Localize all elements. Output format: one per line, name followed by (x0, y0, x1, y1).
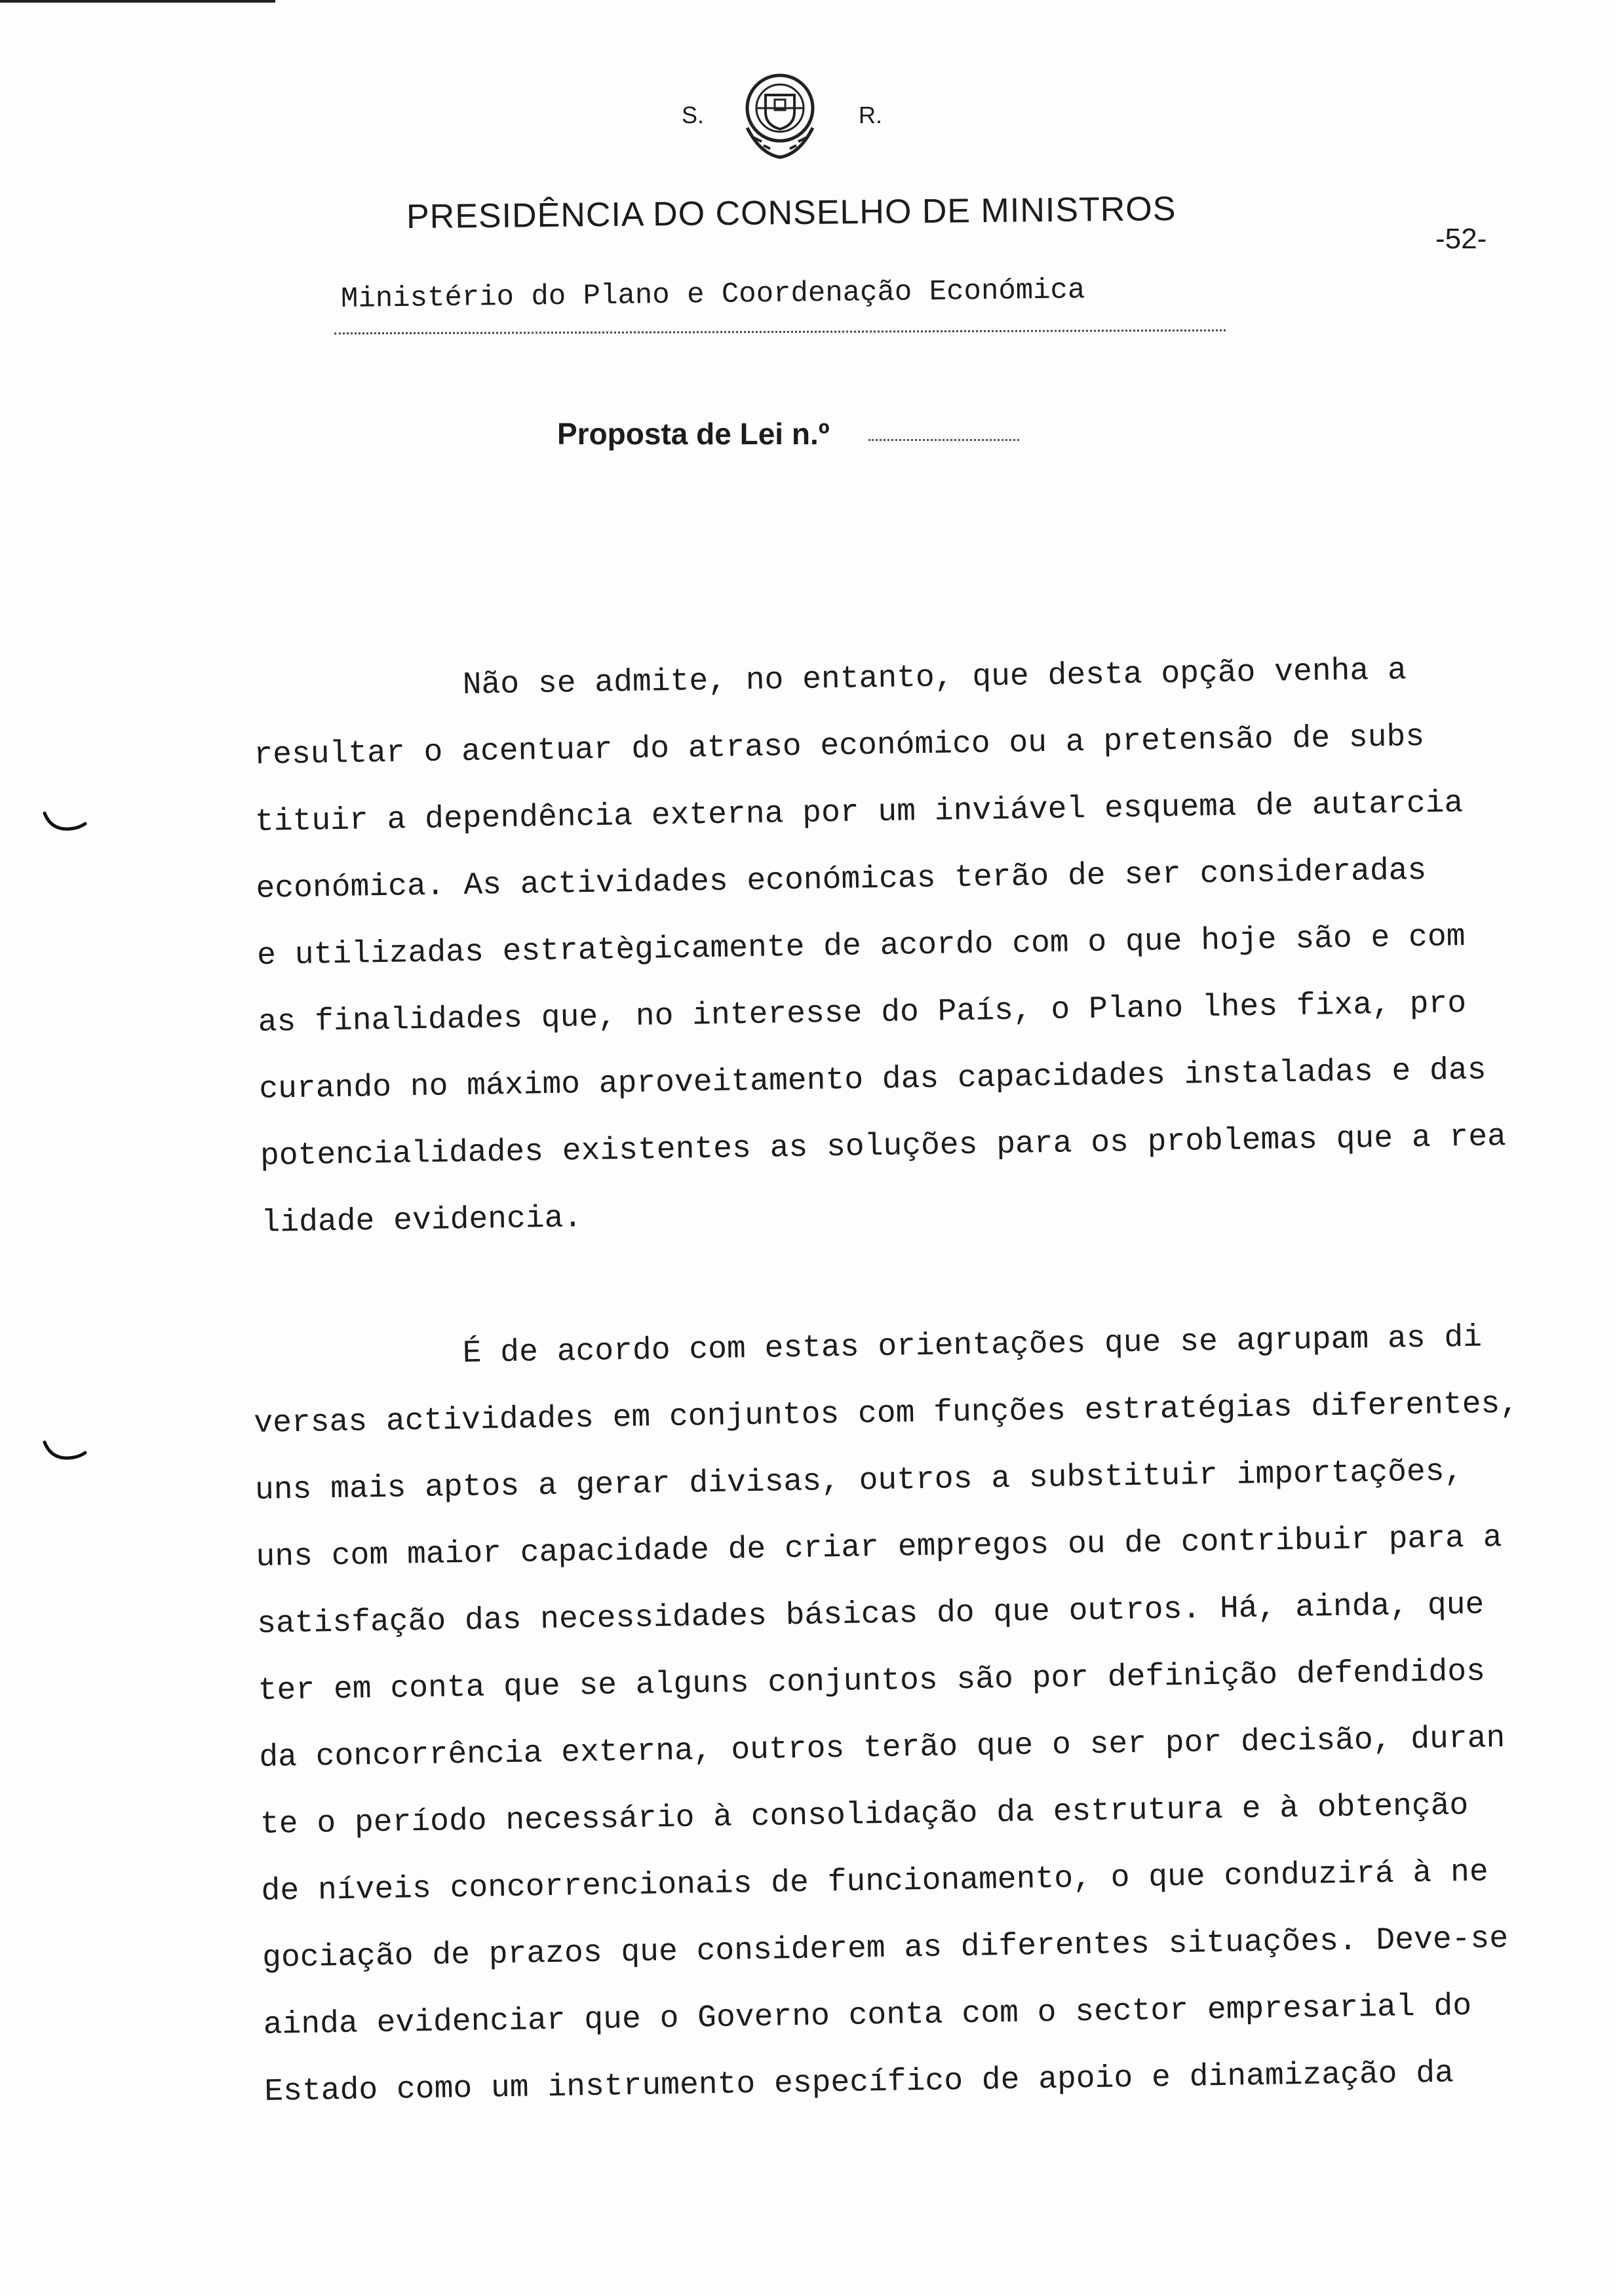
text-line: de níveis concorrencionais de funcionamento, o que conduzirá à ne (261, 1854, 1489, 1909)
scan-edge-line (0, 0, 275, 3)
text-line: económica. As actividades económicas terão de ser consideradas (256, 852, 1427, 907)
text-line: satisfação das necessidades básicas do que outros. Há, ainda, que (256, 1587, 1485, 1642)
text-line: Estado como um instrumento específico de apoio e dinamização da (264, 2056, 1454, 2110)
text-line: resultar o acentuar do atraso económico ou a pretensão de subs (253, 719, 1425, 773)
proposta-number-blank (868, 439, 1019, 441)
margin-mark-icon (39, 1438, 92, 1464)
text-line: as finalidades que, no interesse do País, o Plano lhes fixa, pro (258, 985, 1467, 1041)
coat-of-arms-icon (728, 66, 832, 164)
seal-right-letter: R. (859, 102, 882, 128)
text-line: É de acordo com estas orientações que se agrupam as di (462, 1320, 1483, 1371)
page-number: -52- (1435, 223, 1487, 255)
text-line: uns mais aptos a gerar divisas, outros a substituir importações, (254, 1454, 1464, 1508)
text-line: curando no máximo aproveitamento das capacidades instaladas e das (258, 1052, 1487, 1107)
paragraph (252, 1303, 1608, 2126)
text-line: lidade evidencia. (261, 1200, 583, 1241)
text-line: versas actividades em conjuntos com funções estratégias diferentes, (253, 1386, 1519, 1442)
text-line: gociação de prazos que considerem as diferentes situações. Deve-se (262, 1921, 1509, 1976)
text-line: te o período necessário à consolidação da estrutura e à obtenção (260, 1788, 1469, 1843)
letterhead-seal-row (0, 66, 1615, 190)
presidency-heading: PRESIDÊNCIA DO CONSELHO DE MINISTROS (406, 189, 1177, 237)
seal-left-letter: S. (682, 102, 705, 128)
text-line: Não se admite, no entanto, que desta opção venha a (462, 653, 1407, 703)
ministry-dotted-rule (334, 330, 1226, 335)
text-line: uns com maior capacidade de criar empregos ou de contribuir para a (256, 1520, 1502, 1575)
paragraph (252, 634, 1605, 1257)
ministry-heading: Ministério do Plano e Coordenação Económica (340, 274, 1085, 316)
text-line: tituir a dependência externa por um inviável esquema de autarcia (254, 786, 1464, 840)
body-text (252, 655, 1596, 2126)
text-line: da concorrência externa, outros terão que o ser por decisão, duran (258, 1721, 1506, 1776)
proposta-label: Proposta de Lei n.º (557, 417, 830, 451)
text-line: e utilizadas estratègicamente de acordo com o que hoje são e com (256, 919, 1466, 974)
text-line: ainda evidenciar que o Governo conta com o sector empresarial do (263, 1988, 1472, 2043)
margin-mark-icon (39, 809, 92, 835)
text-line: ter em conta que se alguns conjuntos são por definição defendidos (258, 1654, 1486, 1709)
text-line: potencialidades existentes as soluções para os problemas que a rea (260, 1119, 1507, 1174)
